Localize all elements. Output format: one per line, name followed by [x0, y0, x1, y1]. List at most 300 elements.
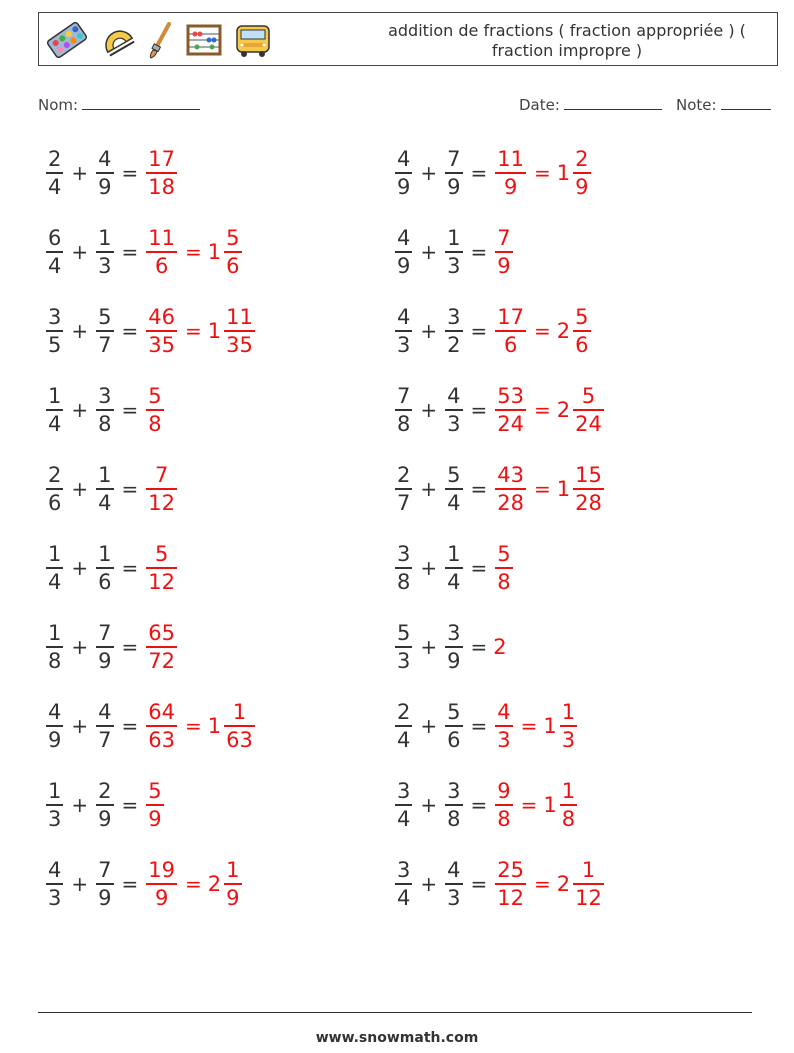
denominator: 3 — [447, 885, 461, 910]
equals-sign: = — [534, 872, 551, 896]
worksheet-title: addition de fractions ( fraction appropriée ) ( fraction impropre ) — [388, 21, 746, 60]
problem-item — [393, 849, 606, 919]
denominator: 9 — [148, 806, 162, 831]
answer-fraction — [495, 857, 526, 911]
denominator: 9 — [397, 253, 411, 278]
numerator: 3 — [447, 779, 461, 804]
answer — [144, 304, 257, 358]
equals-sign: = — [470, 793, 488, 817]
paintbrush-icon — [145, 20, 175, 60]
plus-sign: + — [420, 477, 438, 501]
denominator: 72 — [148, 648, 176, 673]
problem-item — [44, 217, 244, 287]
numerator: 2 — [48, 147, 62, 172]
mixed-whole: 1 — [556, 477, 571, 501]
numerator: 4 — [497, 700, 511, 725]
mixed-whole: 1 — [207, 714, 222, 738]
addend-fraction — [46, 699, 63, 753]
problem-item — [44, 612, 179, 682]
answer — [493, 699, 579, 753]
denominator: 9 — [503, 174, 518, 199]
answer — [144, 620, 179, 674]
denominator: 9 — [98, 174, 112, 199]
answer — [144, 462, 179, 516]
equals-sign: = — [534, 319, 551, 343]
denominator: 28 — [497, 490, 525, 515]
addend-fraction — [395, 383, 412, 437]
addend-fraction — [395, 857, 412, 911]
answer — [144, 146, 179, 200]
note-field — [676, 93, 771, 114]
equals-sign: = — [121, 714, 139, 738]
addend-fraction — [395, 541, 412, 595]
answer-fraction — [495, 541, 512, 595]
answer — [493, 857, 606, 911]
mixed-fraction — [573, 304, 590, 358]
plus-sign: + — [71, 319, 89, 343]
problem-item — [393, 296, 593, 366]
answer-fraction — [146, 541, 177, 595]
numerator: 5 — [447, 700, 461, 725]
denominator: 8 — [397, 411, 411, 436]
answer-fraction — [146, 620, 177, 674]
mixed-fraction — [224, 225, 241, 279]
addend-fraction — [445, 620, 462, 674]
addend-fraction — [445, 857, 462, 911]
denominator: 3 — [48, 806, 62, 831]
denominator: 8 — [397, 569, 411, 594]
equals-sign: = — [470, 319, 488, 343]
numerator: 11 — [226, 305, 253, 330]
plus-sign: + — [71, 635, 89, 659]
numerator: 5 — [575, 305, 589, 330]
answer-whole: 2 — [493, 635, 507, 659]
equals-sign: = — [534, 398, 551, 422]
numerator: 1 — [226, 858, 240, 883]
equals-sign: = — [534, 161, 551, 185]
school-bus-icon — [233, 20, 273, 60]
equals-sign: = — [121, 161, 139, 185]
numerator: 17 — [148, 147, 176, 172]
header-icons — [45, 19, 273, 61]
denominator: 6 — [226, 253, 240, 278]
addend-fraction — [445, 304, 462, 358]
addend-fraction — [46, 857, 63, 911]
addend-fraction — [395, 304, 412, 358]
answer-fraction — [495, 778, 512, 832]
denominator: 9 — [154, 885, 169, 910]
numerator: 1 — [561, 700, 576, 725]
problem-item — [393, 533, 515, 603]
plus-sign: + — [420, 714, 438, 738]
plus-sign: + — [71, 398, 89, 422]
answer-fraction — [495, 225, 512, 279]
addend-fraction — [96, 778, 113, 832]
numerator: 5 — [397, 621, 411, 646]
equals-sign: = — [470, 240, 488, 264]
problem-item — [393, 454, 606, 524]
mixed-whole: 2 — [207, 872, 222, 896]
numerator: 46 — [148, 305, 176, 330]
numerator: 4 — [397, 226, 411, 251]
equals-sign: = — [185, 714, 202, 738]
numerator: 4 — [397, 305, 411, 330]
numerator: 5 — [226, 226, 240, 251]
addend-fraction — [395, 462, 412, 516]
addend-fraction — [96, 304, 113, 358]
answer — [144, 857, 243, 911]
answer-fraction — [495, 146, 526, 200]
header-box — [38, 12, 778, 66]
denominator: 8 — [497, 806, 511, 831]
numerator: 1 — [48, 542, 62, 567]
denominator: 9 — [226, 885, 240, 910]
numerator: 2 — [575, 147, 589, 172]
addend-fraction — [96, 146, 113, 200]
addend-fraction — [395, 146, 412, 200]
problem-item — [44, 533, 179, 603]
footer-divider — [38, 1012, 752, 1013]
date-label: Date: — [519, 96, 560, 114]
mixed-whole: 2 — [556, 319, 571, 343]
denominator: 3 — [397, 332, 411, 357]
numerator: 7 — [154, 463, 169, 488]
numerator: 25 — [497, 858, 525, 883]
numerator: 2 — [397, 463, 411, 488]
numerator: 7 — [98, 621, 112, 646]
denominator: 3 — [98, 253, 112, 278]
equals-sign: = — [520, 793, 538, 817]
addend-fraction — [395, 778, 412, 832]
problem-item — [44, 691, 257, 761]
numerator: 3 — [447, 621, 461, 646]
numerator: 4 — [447, 858, 461, 883]
plus-sign: + — [420, 793, 438, 817]
problem-item — [44, 138, 179, 208]
denominator: 4 — [48, 253, 62, 278]
note-label: Note: — [676, 96, 717, 114]
denominator: 9 — [447, 648, 461, 673]
plus-sign: + — [71, 477, 89, 501]
problem-item — [393, 770, 579, 840]
denominator: 9 — [98, 885, 112, 910]
answer-fraction — [495, 383, 526, 437]
addend-fraction — [46, 778, 63, 832]
plus-sign: + — [71, 240, 89, 264]
numerator: 9 — [497, 779, 511, 804]
mixed-fraction — [573, 383, 604, 437]
addend-fraction — [46, 383, 63, 437]
addend-fraction — [96, 541, 113, 595]
answer — [493, 383, 606, 437]
addend-fraction — [445, 146, 462, 200]
denominator: 3 — [447, 411, 461, 436]
numerator: 7 — [98, 858, 112, 883]
denominator: 3 — [48, 885, 62, 910]
denominator: 6 — [154, 253, 169, 278]
plus-sign: + — [420, 872, 438, 896]
denominator: 4 — [397, 727, 411, 752]
problem-item — [393, 138, 593, 208]
answer — [493, 635, 507, 659]
numerator: 19 — [148, 858, 176, 883]
numerator: 3 — [98, 384, 112, 409]
equals-sign: = — [470, 161, 488, 185]
numerator: 7 — [497, 226, 511, 251]
denominator: 12 — [497, 885, 525, 910]
answer — [144, 225, 243, 279]
equals-sign: = — [470, 477, 488, 501]
denominator: 6 — [48, 490, 62, 515]
answer-fraction — [146, 699, 177, 753]
numerator: 5 — [148, 779, 162, 804]
denominator: 4 — [447, 569, 461, 594]
denominator: 24 — [497, 411, 525, 436]
denominator: 35 — [226, 332, 253, 357]
denominator: 6 — [503, 332, 518, 357]
addend-fraction — [445, 225, 462, 279]
answer — [493, 541, 514, 595]
problem-item — [393, 612, 508, 682]
denominator: 12 — [575, 885, 602, 910]
numerator: 4 — [48, 858, 62, 883]
denominator: 9 — [497, 253, 511, 278]
plus-sign: + — [420, 635, 438, 659]
addend-fraction — [395, 620, 412, 674]
addend-fraction — [445, 541, 462, 595]
answer — [144, 541, 179, 595]
denominator: 4 — [48, 411, 62, 436]
plus-sign: + — [420, 240, 438, 264]
numerator: 1 — [447, 226, 461, 251]
answer-fraction — [146, 462, 177, 516]
denominator: 28 — [575, 490, 602, 515]
name-label: Nom: — [38, 96, 79, 114]
addend-fraction — [445, 462, 462, 516]
numerator: 7 — [447, 147, 461, 172]
addend-fraction — [445, 778, 462, 832]
addend-fraction — [46, 541, 63, 595]
numerator: 5 — [497, 542, 511, 567]
abacus-icon — [185, 20, 223, 60]
mixed-whole: 2 — [556, 872, 571, 896]
answer-fraction — [146, 304, 177, 358]
problem-item — [44, 454, 179, 524]
name-field — [38, 93, 200, 114]
addend-fraction — [445, 699, 462, 753]
answer — [144, 778, 165, 832]
addend-fraction — [395, 225, 412, 279]
equals-sign: = — [470, 556, 488, 580]
denominator: 4 — [98, 490, 112, 515]
numerator: 65 — [148, 621, 176, 646]
numerator: 1 — [48, 779, 62, 804]
addend-fraction — [46, 304, 63, 358]
addend-fraction — [96, 383, 113, 437]
denominator: 9 — [48, 727, 62, 752]
denominator: 63 — [226, 727, 253, 752]
numerator: 1 — [561, 779, 576, 804]
answer-fraction — [495, 304, 526, 358]
equals-sign: = — [121, 872, 139, 896]
answer-fraction — [495, 699, 512, 753]
denominator: 4 — [397, 806, 411, 831]
mixed-fraction — [573, 146, 590, 200]
answer — [493, 304, 592, 358]
numerator: 2 — [48, 463, 62, 488]
denominator: 12 — [148, 490, 176, 515]
numerator: 3 — [397, 542, 411, 567]
numerator: 5 — [148, 384, 162, 409]
denominator: 3 — [447, 253, 461, 278]
equals-sign: = — [121, 635, 139, 659]
problem-item — [393, 217, 515, 287]
answer-fraction — [146, 225, 177, 279]
denominator: 7 — [98, 727, 112, 752]
note-line[interactable] — [721, 93, 771, 110]
equals-sign: = — [185, 319, 202, 343]
denominator: 4 — [397, 885, 411, 910]
numerator: 3 — [397, 858, 411, 883]
mixed-whole: 1 — [207, 240, 222, 264]
denominator: 63 — [148, 727, 176, 752]
mixed-fraction — [560, 778, 577, 832]
answer — [144, 699, 257, 753]
footer-url: www.snowmath.com — [315, 1030, 479, 1046]
equals-sign: = — [470, 714, 488, 738]
problem-item — [393, 691, 579, 761]
plus-sign: + — [71, 161, 89, 185]
equals-sign: = — [185, 240, 202, 264]
paint-palette-icon — [45, 20, 89, 60]
denominator: 35 — [148, 332, 176, 357]
denominator: 6 — [98, 569, 112, 594]
answer-fraction — [146, 778, 163, 832]
denominator: 8 — [148, 411, 162, 436]
plus-sign: + — [71, 793, 89, 817]
numerator: 1 — [232, 700, 247, 725]
denominator: 7 — [397, 490, 411, 515]
equals-sign: = — [121, 477, 139, 501]
addend-fraction — [96, 857, 113, 911]
equals-sign: = — [185, 872, 202, 896]
numerator: 4 — [48, 700, 62, 725]
problem-item — [44, 770, 166, 840]
mixed-whole: 2 — [556, 398, 571, 422]
numerator: 11 — [148, 226, 176, 251]
answer-fraction — [146, 383, 163, 437]
plus-sign: + — [420, 319, 438, 343]
equals-sign: = — [121, 319, 139, 343]
denominator: 9 — [575, 174, 589, 199]
plus-sign: + — [71, 872, 89, 896]
numerator: 5 — [154, 542, 169, 567]
answer-fraction — [146, 857, 177, 911]
equals-sign: = — [520, 714, 538, 738]
mixed-whole: 1 — [207, 319, 222, 343]
numerator: 6 — [48, 226, 62, 251]
denominator: 12 — [148, 569, 176, 594]
mixed-fraction — [224, 304, 255, 358]
denominator: 4 — [48, 569, 62, 594]
numerator: 1 — [98, 226, 112, 251]
addend-fraction — [395, 699, 412, 753]
problem-item — [44, 296, 257, 366]
numerator: 5 — [581, 384, 596, 409]
denominator: 9 — [397, 174, 411, 199]
equals-sign: = — [121, 240, 139, 264]
denominator: 6 — [575, 332, 589, 357]
equals-sign: = — [534, 477, 551, 501]
problem-item — [44, 375, 166, 445]
addend-fraction — [46, 462, 63, 516]
mixed-fraction — [224, 857, 241, 911]
denominator: 5 — [48, 332, 62, 357]
equals-sign: = — [470, 398, 488, 422]
denominator: 8 — [48, 648, 62, 673]
numerator: 17 — [497, 305, 525, 330]
numerator: 5 — [98, 305, 112, 330]
numerator: 3 — [447, 305, 461, 330]
denominator: 9 — [98, 806, 112, 831]
numerator: 64 — [148, 700, 176, 725]
numerator: 4 — [98, 147, 112, 172]
numerator: 1 — [98, 542, 112, 567]
denominator: 8 — [497, 569, 511, 594]
plus-sign: + — [71, 556, 89, 580]
numerator: 3 — [48, 305, 62, 330]
numerator: 1 — [447, 542, 461, 567]
numerator: 1 — [48, 621, 62, 646]
plus-sign: + — [420, 398, 438, 422]
answer-fraction — [146, 146, 177, 200]
mixed-whole: 1 — [556, 161, 571, 185]
numerator: 2 — [397, 700, 411, 725]
mixed-fraction — [573, 857, 604, 911]
denominator: 8 — [447, 806, 461, 831]
plus-sign: + — [71, 714, 89, 738]
numerator: 7 — [397, 384, 411, 409]
denominator: 8 — [98, 411, 112, 436]
numerator: 2 — [98, 779, 112, 804]
numerator: 1 — [98, 463, 112, 488]
name-line[interactable] — [82, 93, 200, 110]
date-line[interactable] — [564, 93, 662, 110]
denominator: 9 — [447, 174, 461, 199]
problem-item — [44, 849, 244, 919]
date-field — [519, 93, 662, 114]
denominator: 3 — [397, 648, 411, 673]
answer-fraction — [495, 462, 526, 516]
denominator: 7 — [98, 332, 112, 357]
denominator: 9 — [98, 648, 112, 673]
addend-fraction — [46, 620, 63, 674]
numerator: 5 — [447, 463, 461, 488]
plus-sign: + — [420, 556, 438, 580]
problem-item — [393, 375, 606, 445]
denominator: 3 — [497, 727, 511, 752]
numerator: 53 — [497, 384, 525, 409]
addend-fraction — [96, 462, 113, 516]
denominator: 4 — [48, 174, 62, 199]
addend-fraction — [46, 146, 63, 200]
addend-fraction — [96, 699, 113, 753]
equals-sign: = — [121, 398, 139, 422]
answer — [493, 462, 606, 516]
addend-fraction — [96, 620, 113, 674]
numerator: 4 — [447, 384, 461, 409]
numerator: 1 — [48, 384, 62, 409]
